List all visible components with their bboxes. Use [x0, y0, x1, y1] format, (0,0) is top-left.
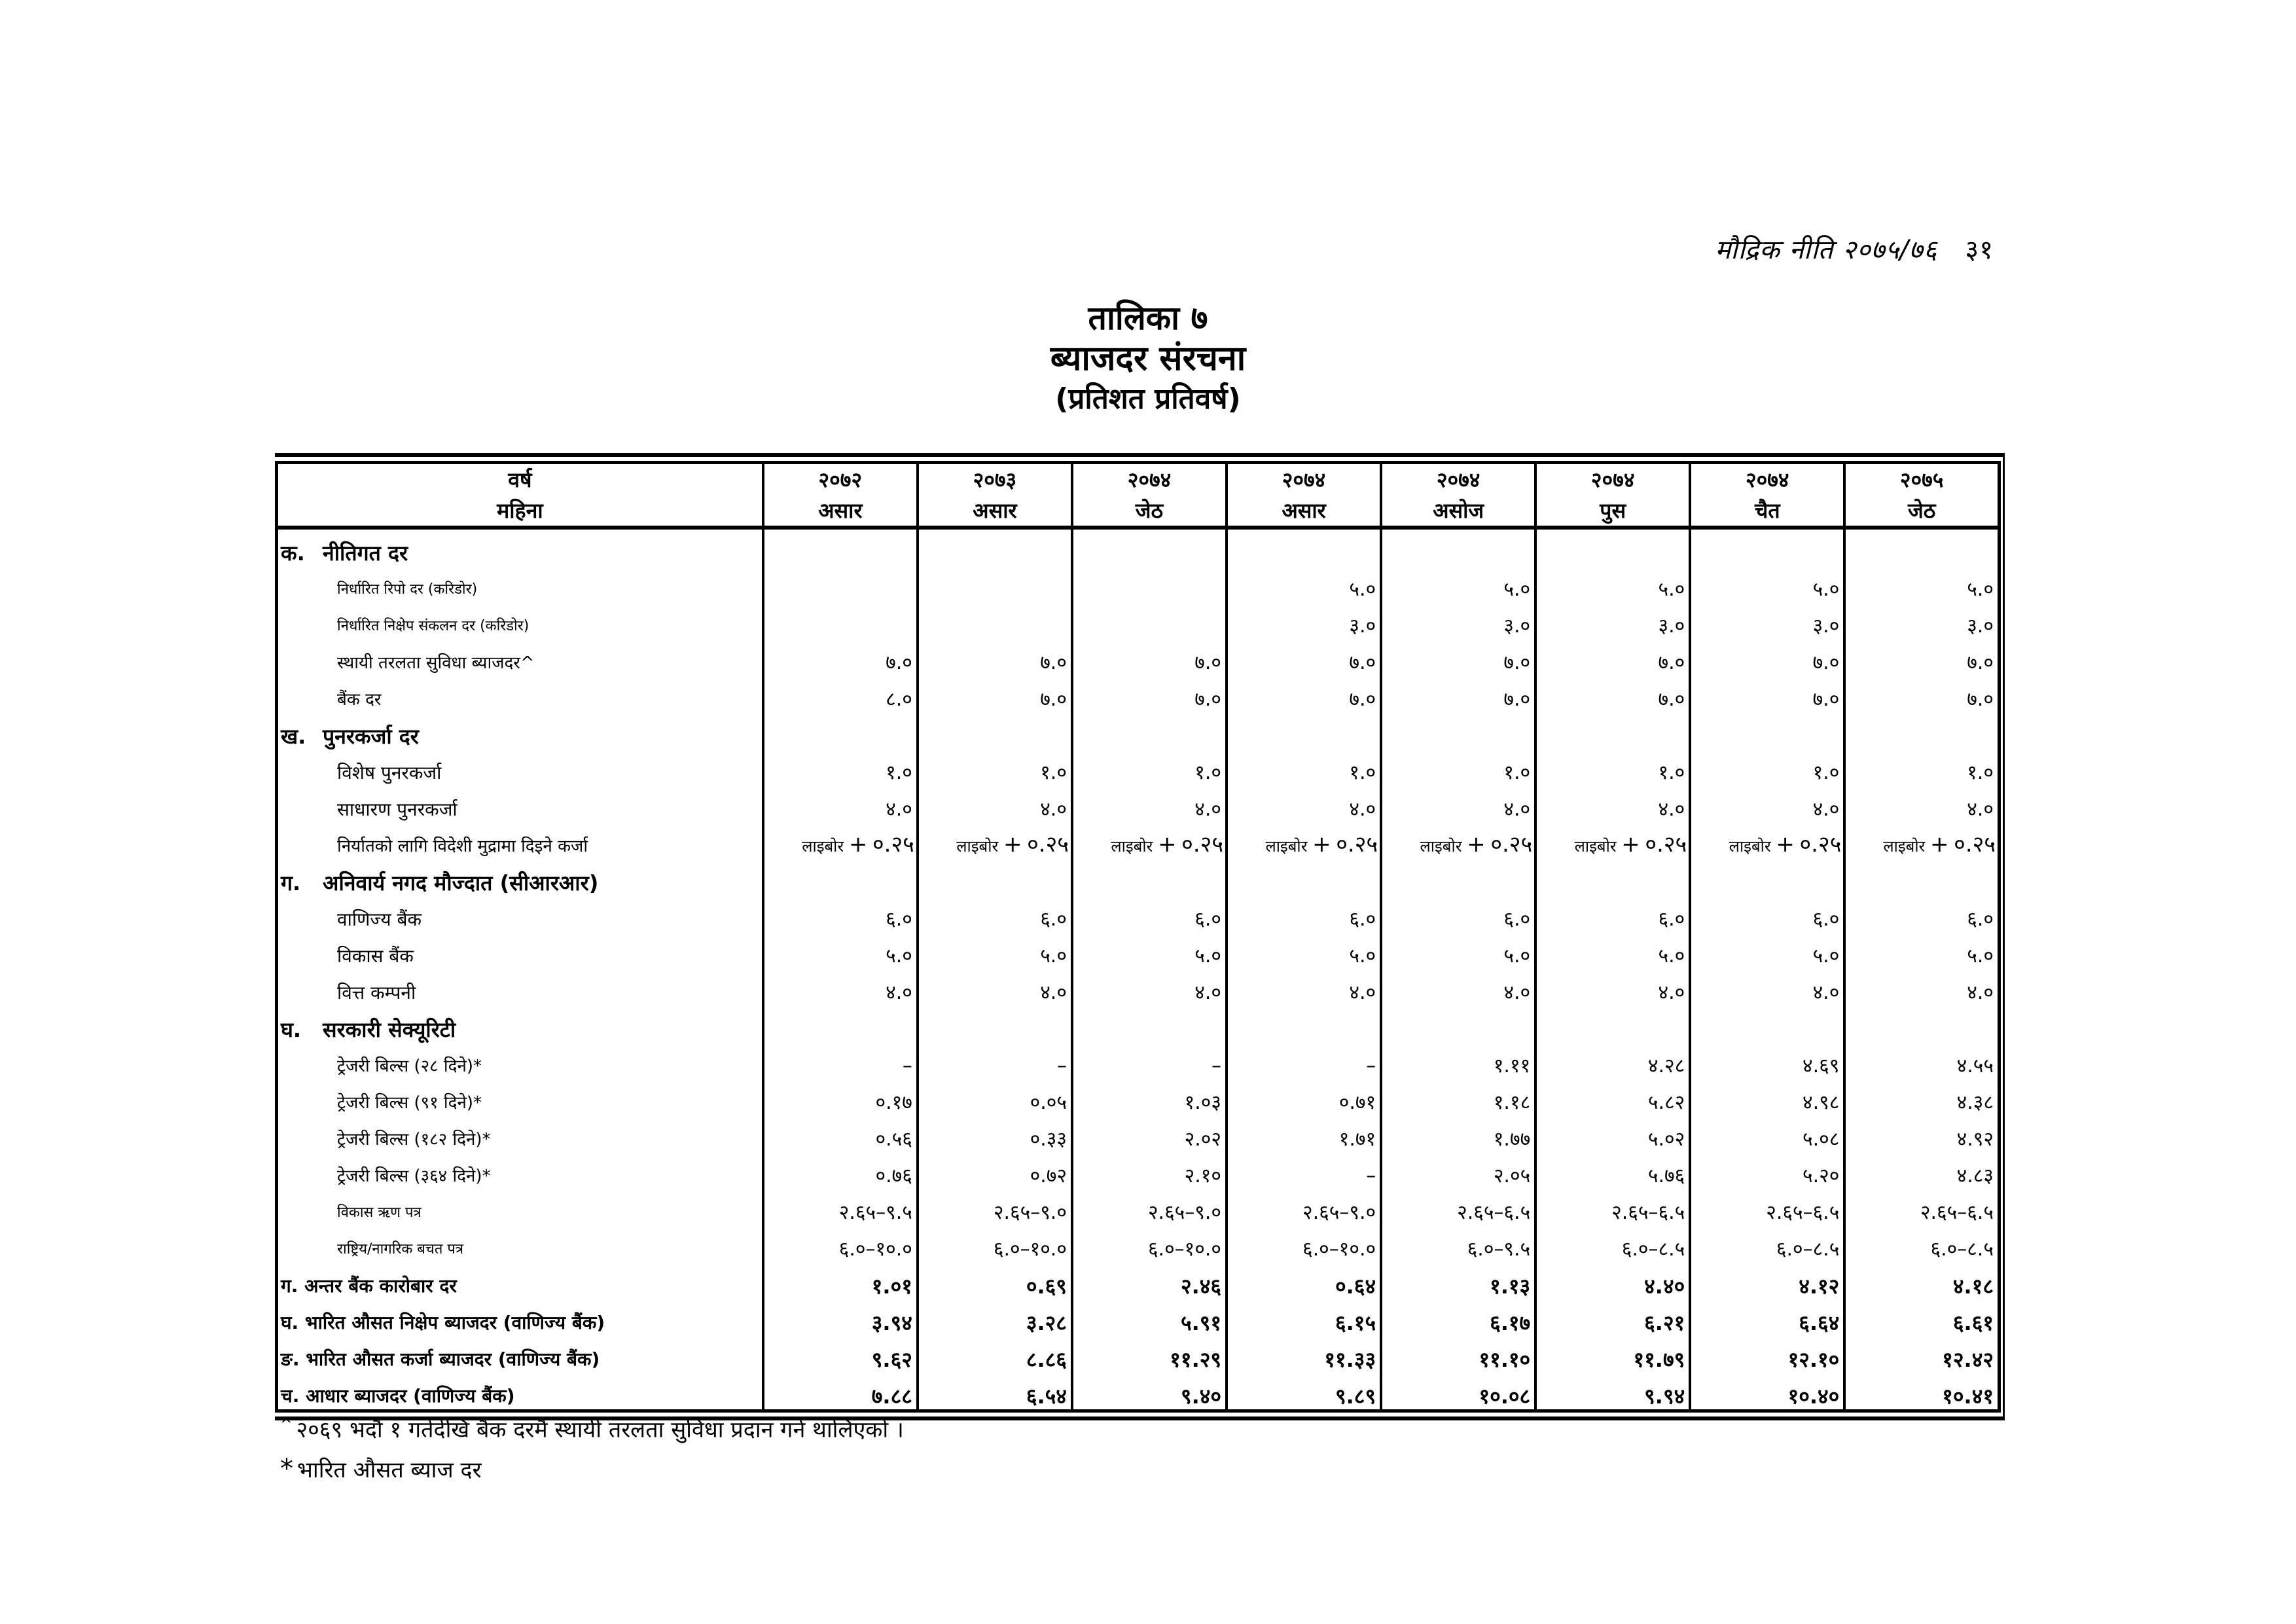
value-cell: ६.०–१०.०: [918, 1226, 1072, 1263]
value-cell: २.४६: [1072, 1263, 1227, 1299]
value-cell: ६.०: [918, 896, 1072, 933]
value-cell: ४.०: [763, 969, 918, 1006]
value-cell: ०.३३: [918, 1116, 1072, 1153]
value-cell: ४.०: [1227, 786, 1381, 823]
value-cell: १०.०८: [1381, 1373, 1535, 1411]
value-cell: ०.१७: [763, 1079, 918, 1116]
value-cell: ६.०: [1072, 896, 1227, 933]
table-row: [277, 786, 2000, 823]
value-cell: ६.०: [763, 896, 918, 933]
value-cell: ७.०: [1844, 640, 1999, 676]
table-row: [277, 1079, 2000, 1116]
value-cell: ६.०: [1690, 896, 1844, 933]
value-cell: ५.०: [1690, 566, 1844, 603]
row-label: निर्धारित रिपो दर (करिडोर): [277, 566, 763, 603]
value-cell: १०.४१: [1844, 1373, 1999, 1411]
section-row-refinance: [277, 713, 2000, 749]
libor-cell: लाइबोर + ०.२५: [1381, 823, 1535, 859]
section-title: अनिवार्य नगद मौज्दात (सीआरआर): [323, 871, 599, 895]
value-cell: ६.०: [1381, 896, 1535, 933]
value-cell: ५.२०: [1690, 1153, 1844, 1189]
col-month: चैत: [1690, 494, 1844, 528]
value-cell: ८.०: [763, 676, 918, 713]
section-letter: ख.: [281, 724, 306, 749]
value-cell: ५.०: [918, 933, 1072, 969]
value-cell: ४.०: [1535, 969, 1690, 1006]
value-cell: ४.३८: [1844, 1079, 1999, 1116]
value-cell: १.११: [1381, 1043, 1535, 1079]
value-cell: ४.०: [1690, 969, 1844, 1006]
row-label: विशेष पुनरकर्जा: [277, 749, 763, 786]
value-cell: ७.०: [1844, 676, 1999, 713]
table-row: [277, 896, 2000, 933]
value-cell: ७.०: [1535, 676, 1690, 713]
value-cell: ९.९४: [1535, 1373, 1690, 1411]
value-cell: ०.७२: [918, 1153, 1072, 1189]
value-cell: ६.६१: [1844, 1299, 1999, 1336]
value-cell: ५.७६: [1535, 1153, 1690, 1189]
section-title: सरकारी सेक्यूरिटी: [323, 1017, 456, 1042]
value-cell: ५.०: [1381, 933, 1535, 969]
value-cell: ८.८६: [918, 1336, 1072, 1373]
value-cell: ६.०–९.५: [1381, 1226, 1535, 1263]
value-cell: ६.१५: [1227, 1299, 1381, 1336]
value-cell: ३.९४: [763, 1299, 918, 1336]
value-cell: ४.०: [1227, 969, 1381, 1006]
col-month: असार: [1227, 494, 1381, 528]
value-cell: ५.०: [1690, 933, 1844, 969]
value-cell: ५.०: [763, 933, 918, 969]
month-label: महिना: [277, 494, 763, 528]
value-cell: ११.१०: [1381, 1336, 1535, 1373]
value-cell: २.६५–९.०: [1227, 1189, 1381, 1226]
table-row: [277, 969, 2000, 1006]
value-cell: ४.९८: [1690, 1079, 1844, 1116]
value-cell: ३.०: [1535, 603, 1690, 640]
running-header-title: मौद्रिक नीति २०७५/७६: [1715, 235, 1938, 265]
table-title: ब्याजदर संरचना: [1050, 339, 1246, 378]
value-cell: ६.०: [1535, 896, 1690, 933]
value-cell: ११.३३: [1227, 1336, 1381, 1373]
value-cell: ४.०: [1690, 786, 1844, 823]
table-row: [277, 749, 2000, 786]
value-cell: ७.०: [763, 640, 918, 676]
value-cell: ९.४०: [1072, 1373, 1227, 1411]
table-row: [277, 1153, 2000, 1189]
value-cell: २.०५: [1381, 1153, 1535, 1189]
col-year: २०७४: [1690, 463, 1844, 495]
value-cell: ७.०: [918, 676, 1072, 713]
table-row: [277, 1189, 2000, 1226]
row-label: स्थायी तरलता सुविधा ब्याजदर^: [277, 640, 763, 676]
value-cell: ७.०: [1690, 676, 1844, 713]
row-label: निर्यातको लागि विदेशी मुद्रामा दिइने कर्जा: [277, 823, 763, 859]
value-cell: ६.०: [1844, 896, 1999, 933]
row-label: ट्रेजरी बिल्स (३६४ दिने)*: [277, 1153, 763, 1189]
value-cell: ७.०: [1381, 676, 1535, 713]
table-row: [277, 1116, 2000, 1153]
value-cell: ६.२१: [1535, 1299, 1690, 1336]
table-row-export-loan: [277, 823, 2000, 859]
value-cell: ४.०: [918, 969, 1072, 1006]
interest-rate-table: [275, 461, 2001, 1413]
section-row-crr: [277, 859, 2000, 896]
value-cell: ६.०: [1227, 896, 1381, 933]
value-cell: ६.०–१०.०: [1072, 1226, 1227, 1263]
value-cell: २.६५–६.५: [1381, 1189, 1535, 1226]
table-number: तालिका ७: [1088, 299, 1208, 337]
section-row-policy-rates: [277, 528, 2000, 566]
col-month: असार: [918, 494, 1072, 528]
value-cell: ४.६९: [1690, 1043, 1844, 1079]
section-letter: क.: [281, 541, 305, 566]
value-cell: ७.८८: [763, 1373, 918, 1411]
value-cell: ०.७१: [1227, 1079, 1381, 1116]
value-cell: १.०: [1227, 749, 1381, 786]
col-month: जेठ: [1072, 494, 1227, 528]
table-row: [277, 1043, 2000, 1079]
value-cell: ६.०–८.५: [1690, 1226, 1844, 1263]
value-cell: १.७७: [1381, 1116, 1535, 1153]
value-cell: ५.८२: [1535, 1079, 1690, 1116]
summary-row: [277, 1263, 2000, 1299]
value-cell: ६.०–८.५: [1535, 1226, 1690, 1263]
value-cell: ४.०: [1844, 969, 1999, 1006]
value-cell: ७.०: [1227, 640, 1381, 676]
value-cell: ५.०: [1227, 566, 1381, 603]
row-label: साधारण पुनरकर्जा: [277, 786, 763, 823]
value-cell: १.०: [1844, 749, 1999, 786]
row-label: ट्रेजरी बिल्स (९१ दिने)*: [277, 1079, 763, 1116]
interest-rate-table-frame: [275, 453, 2005, 1420]
value-cell: ७.०: [1227, 676, 1381, 713]
header-row-month: [277, 494, 2000, 528]
section-letter: घ.: [281, 1017, 302, 1042]
value-cell: ४.०: [1381, 786, 1535, 823]
value-cell: १.०: [1535, 749, 1690, 786]
value-cell: २.१०: [1072, 1153, 1227, 1189]
value-cell: २.६५–६.५: [1844, 1189, 1999, 1226]
col-year: २०७५: [1844, 463, 1999, 495]
col-month: असोज: [1381, 494, 1535, 528]
value-cell: ०.५६: [763, 1116, 918, 1153]
libor-cell: लाइबोर + ०.२५: [1690, 823, 1844, 859]
value-cell: ३.०: [1690, 603, 1844, 640]
value-cell: ७.०: [1072, 676, 1227, 713]
value-cell: ४.०: [918, 786, 1072, 823]
value-cell: ४.०: [1072, 786, 1227, 823]
value-cell: ९.६२: [763, 1336, 918, 1373]
value-cell: ५.०: [1535, 933, 1690, 969]
value-cell: ४.०: [1072, 969, 1227, 1006]
value-cell: –: [1072, 1043, 1227, 1079]
value-cell: ४.०: [1844, 786, 1999, 823]
value-cell: –: [918, 1043, 1072, 1079]
value-cell: ४.२८: [1535, 1043, 1690, 1079]
value-cell: २.६५–९.०: [1072, 1189, 1227, 1226]
section-letter: ग.: [281, 871, 301, 895]
value-cell: [918, 603, 1072, 640]
col-month: पुस: [1535, 494, 1690, 528]
value-cell: ५.०: [1535, 566, 1690, 603]
libor-cell: लाइबोर + ०.२५: [763, 823, 918, 859]
value-cell: १.०: [1381, 749, 1535, 786]
value-cell: १.०३: [1072, 1079, 1227, 1116]
col-year: २०७२: [763, 463, 918, 495]
value-cell: ४.४०: [1535, 1263, 1690, 1299]
value-cell: ३.०: [1844, 603, 1999, 640]
col-year: २०७३: [918, 463, 1072, 495]
row-label: ट्रेजरी बिल्स (१८२ दिने)*: [277, 1116, 763, 1153]
value-cell: १.०: [1690, 749, 1844, 786]
row-label: ट्रेजरी बिल्स (२८ दिने)*: [277, 1043, 763, 1079]
libor-cell: लाइबोर + ०.२५: [918, 823, 1072, 859]
value-cell: –: [763, 1043, 918, 1079]
row-label: निर्धारित निक्षेप संकलन दर (करिडोर): [277, 603, 763, 640]
value-cell: २.६५–९.०: [918, 1189, 1072, 1226]
section-title: नीतिगत दर: [323, 541, 408, 566]
value-cell: ४.५५: [1844, 1043, 1999, 1079]
value-cell: [763, 603, 918, 640]
table-row: [277, 933, 2000, 969]
value-cell: ६.०–८.५: [1844, 1226, 1999, 1263]
col-year: २०७४: [1535, 463, 1690, 495]
value-cell: [1072, 603, 1227, 640]
page-number: ३१: [1965, 235, 1994, 265]
value-cell: २.०२: [1072, 1116, 1227, 1153]
value-cell: –: [1227, 1153, 1381, 1189]
value-cell: ७.०: [1381, 640, 1535, 676]
value-cell: –: [1227, 1043, 1381, 1079]
row-label: च. आधार ब्याजदर (वाणिज्य बैंक): [277, 1373, 763, 1411]
value-cell: ४.०: [1381, 969, 1535, 1006]
summary-row: [277, 1299, 2000, 1336]
value-cell: [1072, 566, 1227, 603]
value-cell: ४.१२: [1690, 1263, 1844, 1299]
value-cell: १०.४०: [1690, 1373, 1844, 1411]
value-cell: ४.१८: [1844, 1263, 1999, 1299]
running-header: [1715, 230, 1994, 266]
row-label: विकास ऋण पत्र: [277, 1189, 763, 1226]
value-cell: ६.०–१०.०: [763, 1226, 918, 1263]
table-row: [277, 640, 2000, 676]
row-label: ङ. भारित औसत कर्जा ब्याजदर (वाणिज्य बैंक): [277, 1336, 763, 1373]
value-cell: ९.८९: [1227, 1373, 1381, 1411]
value-cell: ५.०: [1381, 566, 1535, 603]
col-month: जेठ: [1844, 494, 1999, 528]
row-label: वाणिज्य बैंक: [277, 896, 763, 933]
value-cell: ५.०: [1844, 933, 1999, 969]
value-cell: ७.०: [1072, 640, 1227, 676]
value-cell: ३.२८: [918, 1299, 1072, 1336]
section-title: पुनरकर्जा दर: [323, 724, 419, 749]
value-cell: २.६५–६.५: [1690, 1189, 1844, 1226]
value-cell: ०.६४: [1227, 1263, 1381, 1299]
value-cell: ४.०: [1535, 786, 1690, 823]
footnote-caret: ^ २०६९ भदौ १ गतेदेखि बैंक दरमै स्थायी तरलता सुविधा प्रदान गर्न थालिएको ।: [280, 1416, 904, 1443]
value-cell: १.०: [918, 749, 1072, 786]
value-cell: २.६५–६.५: [1535, 1189, 1690, 1226]
value-cell: ५.०२: [1535, 1116, 1690, 1153]
row-label: वित्त कम्पनी: [277, 969, 763, 1006]
value-cell: १२.१०: [1690, 1336, 1844, 1373]
value-cell: ६.१७: [1381, 1299, 1535, 1336]
row-label: बैंक दर: [277, 676, 763, 713]
value-cell: १.०१: [763, 1263, 918, 1299]
summary-row: [277, 1336, 2000, 1373]
value-cell: ०.०५: [918, 1079, 1072, 1116]
value-cell: ५.०: [1072, 933, 1227, 969]
col-year: २०७४: [1381, 463, 1535, 495]
value-cell: ५.०: [1844, 566, 1999, 603]
libor-cell: लाइबोर + ०.२५: [1227, 823, 1381, 859]
row-label: घ. भारित औसत निक्षेप ब्याजदर (वाणिज्य बैंक): [277, 1299, 763, 1336]
value-cell: ५.०: [1227, 933, 1381, 969]
value-cell: ०.६९: [918, 1263, 1072, 1299]
year-label: वर्ष: [277, 463, 763, 495]
value-cell: १२.४२: [1844, 1336, 1999, 1373]
value-cell: ७.०: [918, 640, 1072, 676]
value-cell: १.७१: [1227, 1116, 1381, 1153]
table-title-block: [0, 298, 2296, 420]
libor-cell: लाइबोर + ०.२५: [1072, 823, 1227, 859]
section-row-govt-securities: [277, 1006, 2000, 1043]
col-year: २०७४: [1072, 463, 1227, 495]
col-year: २०७४: [1227, 463, 1381, 495]
value-cell: ११.२९: [1072, 1336, 1227, 1373]
libor-cell: लाइबोर + ०.२५: [1844, 823, 1999, 859]
footnote-star: * भारित औसत ब्याज दर: [280, 1454, 482, 1485]
value-cell: १.०: [1072, 749, 1227, 786]
table-unit: (प्रतिशत प्रतिवर्ष): [1055, 382, 1241, 416]
header-row-year: [277, 463, 2000, 495]
value-cell: ६.६४: [1690, 1299, 1844, 1336]
value-cell: ७.०: [1690, 640, 1844, 676]
libor-cell: लाइबोर + ०.२५: [1535, 823, 1690, 859]
value-cell: ११.७९: [1535, 1336, 1690, 1373]
value-cell: ४.८३: [1844, 1153, 1999, 1189]
value-cell: ६.५४: [918, 1373, 1072, 1411]
value-cell: ३.०: [1227, 603, 1381, 640]
value-cell: १.१३: [1381, 1263, 1535, 1299]
table-row: [277, 603, 2000, 640]
value-cell: ५.९१: [1072, 1299, 1227, 1336]
value-cell: १.०: [763, 749, 918, 786]
value-cell: १.१८: [1381, 1079, 1535, 1116]
value-cell: [918, 566, 1072, 603]
col-month: असार: [763, 494, 918, 528]
value-cell: ५.०८: [1690, 1116, 1844, 1153]
value-cell: ४.९२: [1844, 1116, 1999, 1153]
value-cell: ४.०: [763, 786, 918, 823]
row-label: ग. अन्तर बैंक कारोबार दर: [277, 1263, 763, 1299]
table-row: [277, 566, 2000, 603]
value-cell: ७.०: [1535, 640, 1690, 676]
table-row: [277, 1226, 2000, 1263]
value-cell: ६.०–१०.०: [1227, 1226, 1381, 1263]
row-label: राष्ट्रिय/नागरिक बचत पत्र: [277, 1226, 763, 1263]
value-cell: ३.०: [1381, 603, 1535, 640]
value-cell: २.६५–९.५: [763, 1189, 918, 1226]
table-row: [277, 676, 2000, 713]
row-label: विकास बैंक: [277, 933, 763, 969]
value-cell: ०.७६: [763, 1153, 918, 1189]
footnotes: [280, 1405, 904, 1490]
value-cell: [763, 566, 918, 603]
